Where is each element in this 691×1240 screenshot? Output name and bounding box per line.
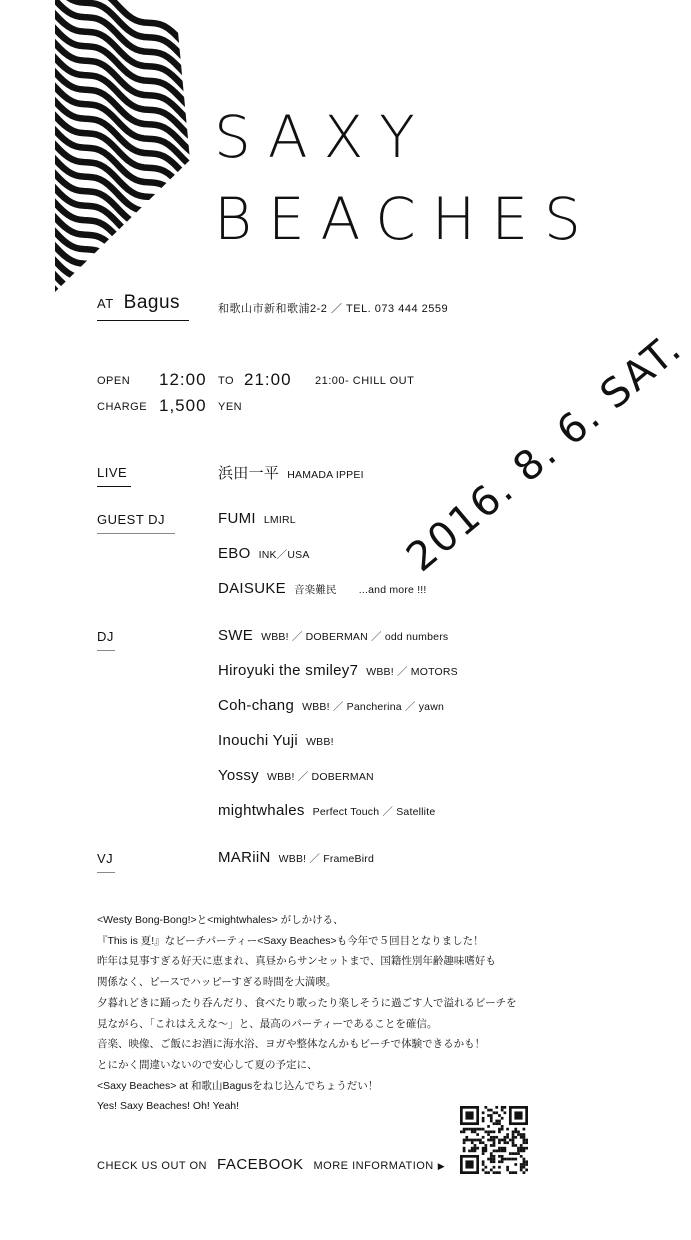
description-line: <Saxy Beaches> at 和歌山Bagusをねじ込んでちょうだい！ [97, 1079, 379, 1092]
open-time: 12:00 [159, 370, 207, 389]
event-title-line2: BEACHES [214, 185, 597, 253]
dj-aff: WBB! ／ MOTORS [366, 666, 458, 678]
live-performer-name: 浜田一平 [218, 465, 280, 482]
venue-block [97, 292, 189, 321]
qr-code-icon[interactable] [460, 1106, 528, 1174]
dj-item [218, 732, 334, 749]
venue-name: Bagus [123, 292, 181, 313]
dj-aff: WBB! ／ Pancherina ／ yawn [302, 701, 445, 713]
event-title-line1: SAXY [214, 103, 431, 171]
guest-dj-name: DAISUKE [218, 580, 286, 597]
facebook-link[interactable]: FACEBOOK [216, 1156, 304, 1173]
description-line: Yes! Saxy Beaches! Oh! Yeah! [97, 1100, 240, 1113]
description-line: とにかく間違いないので安心して夏の予定に、 [97, 1058, 318, 1071]
dj-item [218, 802, 435, 819]
description-line: 見ながら、「これはええな〜」と、最高のパーティーであることを確信。 [97, 1017, 438, 1030]
vj-label: VJ [97, 851, 115, 873]
vj-name: MARiiN [218, 849, 271, 866]
guest-dj-item [218, 580, 427, 597]
dj-name: mightwhales [218, 802, 305, 819]
guest-dj-aff: LMIRL [263, 514, 296, 526]
dj-name: Hiroyuki the smiley7 [218, 662, 359, 679]
triangle-right-icon: ▶ [437, 1161, 445, 1171]
check-us-label: CHECK US OUT ON [97, 1160, 207, 1172]
guest-dj-aff: 音楽難民 [293, 584, 337, 596]
to-label: TO [218, 375, 235, 387]
guest-dj-item [218, 510, 296, 527]
currency-label: YEN [218, 401, 243, 413]
guest-dj-aff: INK／USA [258, 549, 310, 561]
dj-name: Yossy [218, 767, 259, 784]
charge-label: CHARGE [97, 401, 148, 413]
dj-aff: WBB! ／ DOBERMAN ／ odd numbers [261, 631, 449, 643]
dj-item [218, 627, 448, 644]
venue-address: 和歌山市新和歌浦2-2 ／ TEL. 073 444 2559 [218, 303, 449, 315]
more-info-link[interactable]: MORE INFORMATION [313, 1160, 434, 1172]
dj-label: DJ [97, 629, 115, 651]
dj-aff: WBB! [306, 736, 334, 748]
close-time: 21:00 [244, 370, 292, 389]
guest-dj-item [218, 545, 310, 562]
description-line: 夕暮れどきに踊ったり呑んだり、食べたり歌ったり楽しそうに過ごす人で溢れるビーチを [97, 996, 517, 1009]
wave-stripes-graphic [0, 0, 200, 300]
description-line: <Westy Bong-Bong!>と<mightwhales> がしかける、 [97, 914, 344, 926]
live-label: LIVE [97, 465, 131, 487]
dj-aff: WBB! ／ DOBERMAN [266, 771, 374, 783]
footer-links [97, 1156, 445, 1173]
dj-name: Inouchi Yuji [218, 732, 299, 749]
vj-item [218, 849, 374, 866]
description-line: 関係なく、ピースでハッピーすぎる時間を大満喫。 [97, 976, 337, 989]
charge-value: 1,500 [159, 396, 207, 415]
event-description [97, 910, 537, 1117]
live-performer-en: HAMADA IPPEI [287, 469, 364, 481]
dj-item [218, 767, 374, 784]
live-performer [218, 462, 364, 483]
at-label: AT [97, 296, 114, 311]
open-label: OPEN [97, 375, 131, 387]
dj-item [218, 662, 458, 679]
dj-item [218, 697, 444, 714]
description-line: 昨年は見事すぎる好天に恵まれ、真昼からサンセットまで、国籍性別年齢趣味嗜好も [97, 955, 496, 968]
date-stamp: 2016. 8. 6. SAT. [398, 324, 691, 581]
description-line: 『This is 夏!』なビーチパーティー<Saxy Beaches>も今年で５回目となりました！ [97, 934, 484, 947]
description-line: 音楽、映像、ご飯にお酒に海水浴、ヨガや整体なんかもビーチで体験できるかも！ [97, 1038, 486, 1051]
wave-stripe [40, 0, 200, 84]
vj-aff: WBB! ／ FrameBird [278, 853, 375, 865]
guest-dj-name: EBO [218, 545, 251, 562]
dj-name: SWE [218, 627, 254, 644]
guest-dj-label: GUEST DJ [97, 512, 175, 534]
dj-name: Coh-chang [218, 697, 295, 714]
dj-aff: Perfect Touch ／ Satellite [312, 806, 436, 818]
guest-dj-name: FUMI [218, 510, 256, 527]
chill-out-time: 21:00- CHILL OUT [315, 375, 415, 387]
and-more-text: ...and more !!! [358, 584, 427, 596]
